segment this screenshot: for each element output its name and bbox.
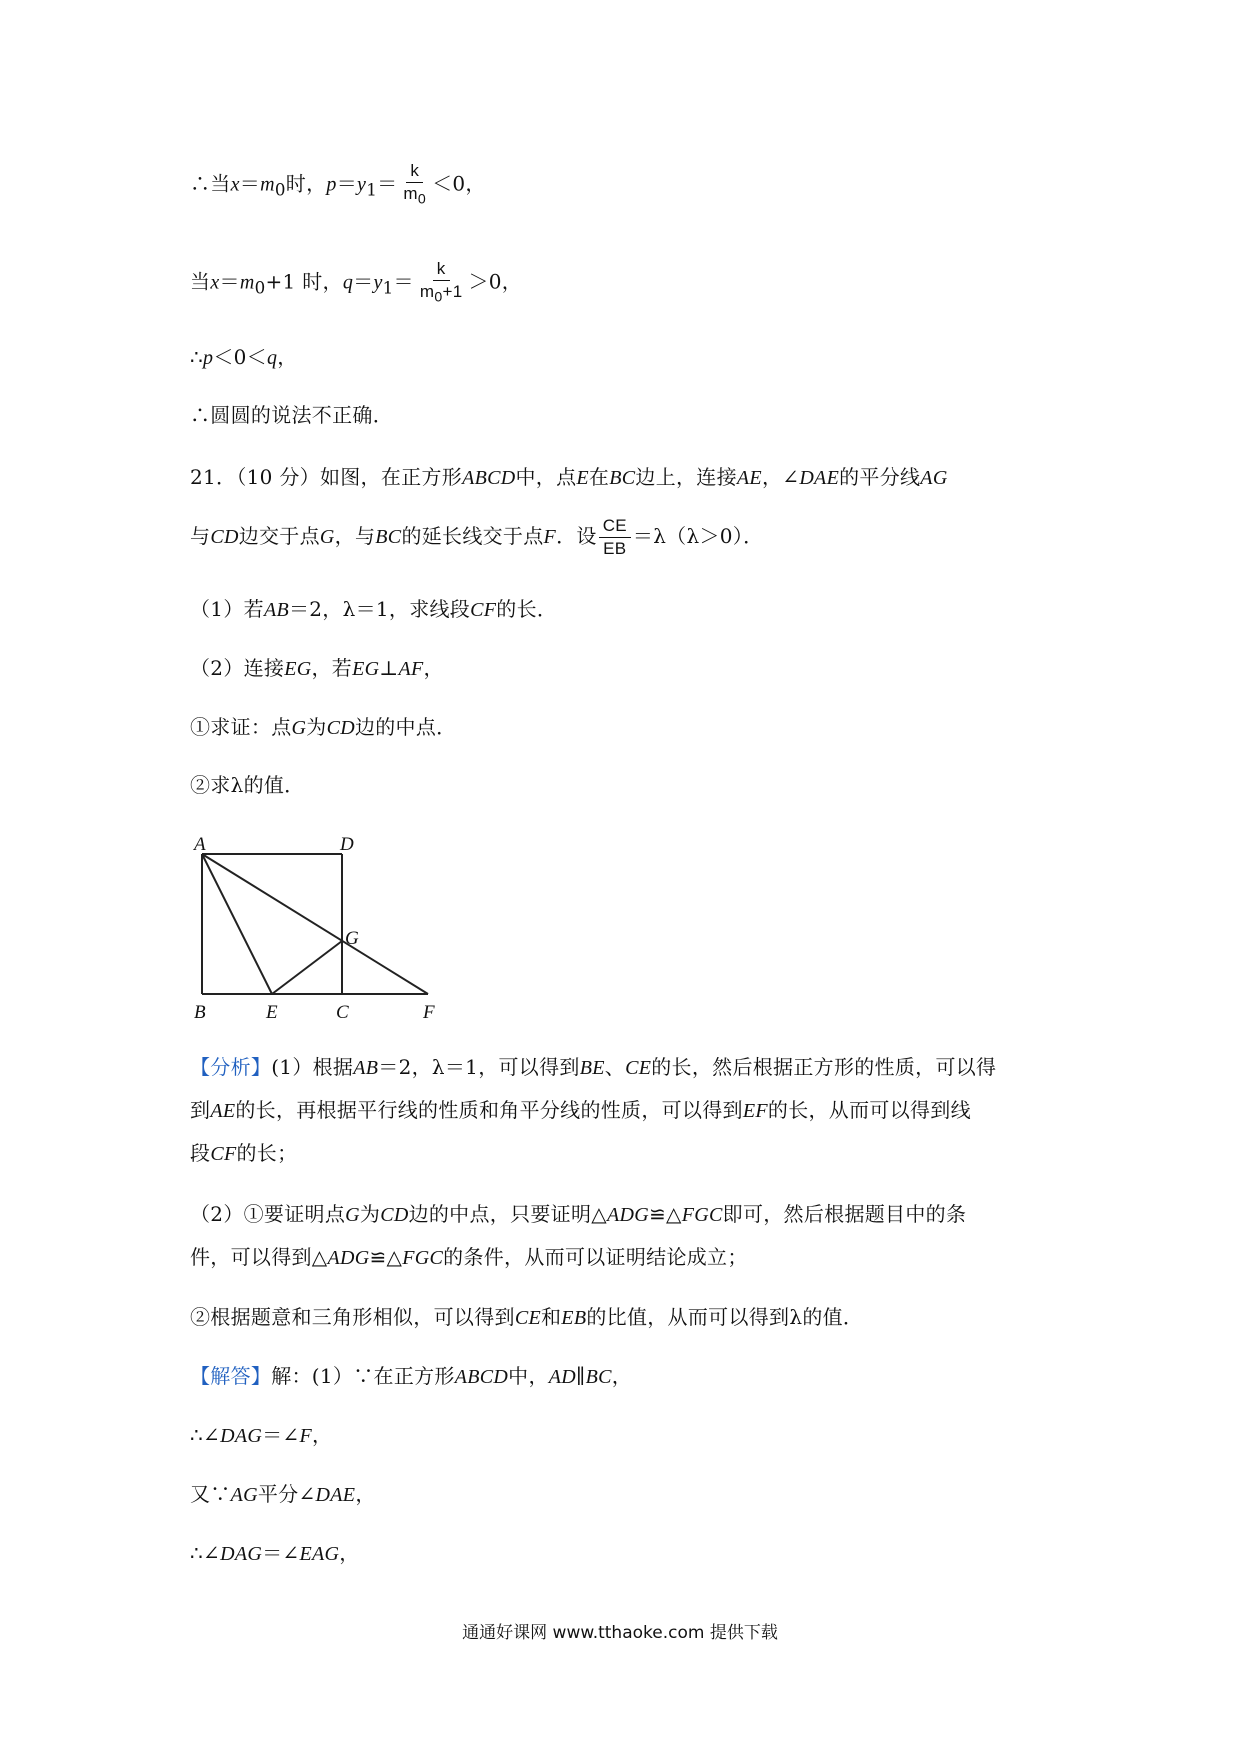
label-d: D bbox=[340, 834, 354, 855]
segment-eg bbox=[272, 941, 342, 994]
label-b: B bbox=[194, 1002, 206, 1023]
solution-conclusion: ∴圆圆的说法不正确． bbox=[190, 403, 393, 427]
question-part-2: （2）连接EG，若EG⊥AF， bbox=[190, 656, 444, 680]
question-part-2-2: ②求λ的值． bbox=[190, 773, 305, 797]
answer-line-3: 又∵AG平分∠DAE， bbox=[190, 1482, 376, 1506]
analysis-line-1: 【分析】(1）根据AB＝2，λ＝1，可以得到BE、CE的长，然后根据正方形的性质，可以得 bbox=[190, 1055, 997, 1079]
label-e: E bbox=[266, 1002, 278, 1023]
fraction-k-over-m0: $\frac{k}{m_0}$ bbox=[403, 161, 427, 208]
analysis-tag: 【分析】 bbox=[190, 1055, 272, 1079]
fraction-k-over-m0-plus-1: $\frac{k}{m_0+1}$ bbox=[419, 259, 463, 306]
question-21-line-2: 与CD边交于点G，与BC的延长线交于点F．设 $\frac{CE}{EB}$ ＝λ（λ＞0）． bbox=[190, 516, 764, 558]
answer-line-2: ∴∠DAG＝∠F， bbox=[190, 1423, 333, 1447]
question-21-line-1: 21．（10 分）如图，在正方形ABCD中，点E在BC边上，连接AE，∠DAE的平分线AG bbox=[190, 465, 948, 489]
solution-line-3: ∴p＜0＜q， bbox=[190, 345, 298, 369]
analysis-line-2: 到AE的长，再根据平行线的性质和角平分线的性质，可以得到EF的长，从而可以得到线 bbox=[190, 1098, 971, 1122]
label-f: F bbox=[423, 1002, 435, 1023]
solution-line-1: ∴当$x=m_0$时，$p=y_1=$ $\frac{k}{m_0}$ ＜0， bbox=[190, 160, 486, 210]
square-geometry-figure bbox=[180, 830, 450, 1030]
analysis-line-4: （2）①要证明点G为CD边的中点，只要证明△ADG≌△FGC即可，然后根据题目中的条 bbox=[190, 1202, 967, 1226]
question-part-2-1: ①求证：点G为CD边的中点． bbox=[190, 715, 457, 739]
page-footer: 通通好课网 www.tthaoke.com 提供下载 bbox=[462, 1623, 778, 1643]
analysis-line-5: 件，可以得到△ADG≌△FGC的条件，从而可以证明结论成立； bbox=[190, 1245, 748, 1269]
question-part-1: （1）若AB＝2，λ＝1，求线段CF的长． bbox=[190, 597, 558, 621]
analysis-line-3: 段CF的长； bbox=[190, 1141, 298, 1165]
fraction-ce-over-eb: $\frac{CE}{EB}$ bbox=[599, 515, 631, 560]
answer-line-4: ∴∠DAG＝∠EAG， bbox=[190, 1541, 360, 1565]
label-a: A bbox=[194, 834, 206, 855]
solution-line-2: 当$x=m_0+1$ 时，$q=y_1=$ $\frac{k}{m_0+1}$ ＞0， bbox=[190, 258, 522, 308]
answer-line-1: 【解答】解：(1）∵在正方形ABCD中，AD∥BC， bbox=[190, 1364, 633, 1388]
answer-tag: 【解答】 bbox=[190, 1364, 272, 1388]
label-c: C bbox=[336, 1002, 349, 1023]
label-g: G bbox=[345, 928, 359, 949]
analysis-line-6: ②根据题意和三角形相似，可以得到CE和EB的比值，从而可以得到λ的值． bbox=[190, 1305, 864, 1329]
